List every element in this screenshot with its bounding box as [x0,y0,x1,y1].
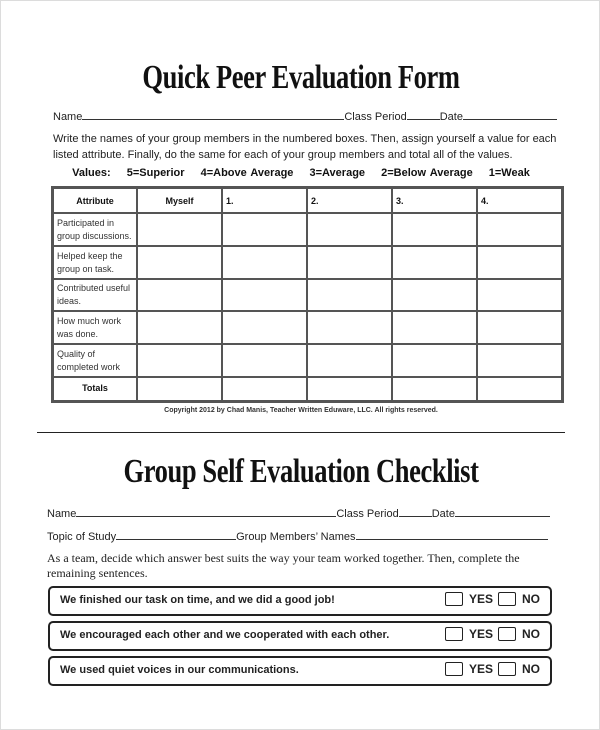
checklist-instructions: As a team, decide which answer best suits the way your team worked together. Then, complete the remaining sentences. [47,551,520,580]
score-cell[interactable] [477,311,563,344]
answer-options [445,627,540,641]
score-cell[interactable] [392,344,477,377]
peer-instructions-line-1: Write the names of your group members in the numbered boxes. Then, assign yourself a value for each [53,133,557,145]
yes-checkbox[interactable] [445,627,463,641]
score-cell[interactable] [222,213,307,246]
checklist-item [48,586,552,616]
topic-label: Topic of Study [47,531,117,543]
yes-label: YES [468,662,493,676]
value-item: 4=Above Average [200,167,294,179]
score-cell[interactable] [477,213,563,246]
header-member-3: 3. [392,188,477,214]
score-cell[interactable] [222,279,307,311]
score-cell[interactable] [137,246,222,279]
value-item: 1=Weak [488,167,530,179]
table-row [53,279,563,311]
score-cell[interactable] [307,213,392,246]
score-cell[interactable] [477,344,563,377]
no-checkbox[interactable] [498,662,516,676]
checklist-item [48,621,552,651]
score-cell[interactable] [307,246,392,279]
header-member-2: 2. [307,188,392,214]
total-cell[interactable] [477,377,563,401]
checklist-statement: We finished our task on time, and we did a good job! [60,594,335,606]
score-cell[interactable] [392,311,477,344]
attribute-cell: Quality of completed work [53,344,138,377]
checklist-item [48,656,552,686]
score-cell[interactable] [137,279,222,311]
score-cell[interactable] [307,344,392,377]
value-item: 3=Average [309,167,366,179]
date-field[interactable] [455,505,550,517]
date-label: Date [431,508,455,520]
attribute-cell: How much work was done. [53,311,138,344]
score-cell[interactable] [222,311,307,344]
attribute-cell: Helped keep the group on task. [53,246,138,279]
totals-row [53,377,563,401]
name-field[interactable] [76,505,336,517]
no-label: NO [522,662,540,676]
score-cell[interactable] [307,311,392,344]
name-field[interactable] [82,108,344,120]
score-cell[interactable] [477,279,563,311]
peer-form-title: Quick Peer Evaluation Form [142,59,460,96]
table-row [53,344,563,377]
name-label: Name [53,111,83,123]
class-period-field[interactable] [399,505,432,517]
table-row [53,246,563,279]
total-cell[interactable] [137,377,222,401]
score-cell[interactable] [137,311,222,344]
section-divider [37,432,565,433]
score-cell[interactable] [392,279,477,311]
date-field[interactable] [463,108,557,120]
topic-row [47,528,548,543]
score-cell[interactable] [477,246,563,279]
answer-options [445,592,540,606]
header-member-4: 4. [477,188,563,214]
yes-label: YES [468,592,493,606]
values-legend [1,167,600,179]
no-checkbox[interactable] [498,627,516,641]
table-header-row [53,188,563,214]
total-cell[interactable] [222,377,307,401]
class-period-label: Class Period [344,111,407,123]
score-cell[interactable] [137,344,222,377]
score-cell[interactable] [222,246,307,279]
total-cell[interactable] [392,377,477,401]
score-cell[interactable] [222,344,307,377]
date-label: Date [439,111,463,123]
header-attribute: Attribute [53,188,138,214]
checklist-statement: We used quiet voices in our communications. [60,664,299,676]
peer-name-row [53,108,557,123]
members-label: Group Members’ Names [236,531,356,543]
copyright-notice: Copyright 2012 by Chad Manis, Teacher Written Eduware, LLC. All rights reserved. [164,407,438,414]
peer-evaluation-table [51,186,564,403]
table-row [53,311,563,344]
value-item: 5=Superior [126,167,185,179]
no-label: NO [522,627,540,641]
header-myself: Myself [137,188,222,214]
score-cell[interactable] [137,213,222,246]
name-label: Name [47,508,77,520]
checklist-name-row [47,505,550,520]
value-item: 2=Below Average [381,167,473,179]
no-label: NO [522,592,540,606]
topic-field[interactable] [116,528,236,540]
score-cell[interactable] [392,213,477,246]
checklist-statement: We encouraged each other and we cooperated with each other. [60,629,390,641]
answer-options [445,662,540,676]
table-row [53,213,563,246]
checklist-title: Group Self Evaluation Checklist [123,453,479,490]
total-cell[interactable] [307,377,392,401]
score-cell[interactable] [307,279,392,311]
yes-checkbox[interactable] [445,662,463,676]
attribute-cell: Participated in group discussions. [53,213,138,246]
attribute-cell: Contributed useful ideas. [53,279,138,311]
class-period-label: Class Period [336,508,399,520]
totals-label: Totals [53,377,138,401]
yes-label: YES [468,627,493,641]
members-field[interactable] [356,528,548,540]
no-checkbox[interactable] [498,592,516,606]
class-period-field[interactable] [407,108,440,120]
values-label: Values: [72,167,111,179]
header-member-1: 1. [222,188,307,214]
peer-instructions-line-2: listed attribute. Finally, do the same for each of your group members and total all of the values. [53,149,513,161]
score-cell[interactable] [392,246,477,279]
yes-checkbox[interactable] [445,592,463,606]
